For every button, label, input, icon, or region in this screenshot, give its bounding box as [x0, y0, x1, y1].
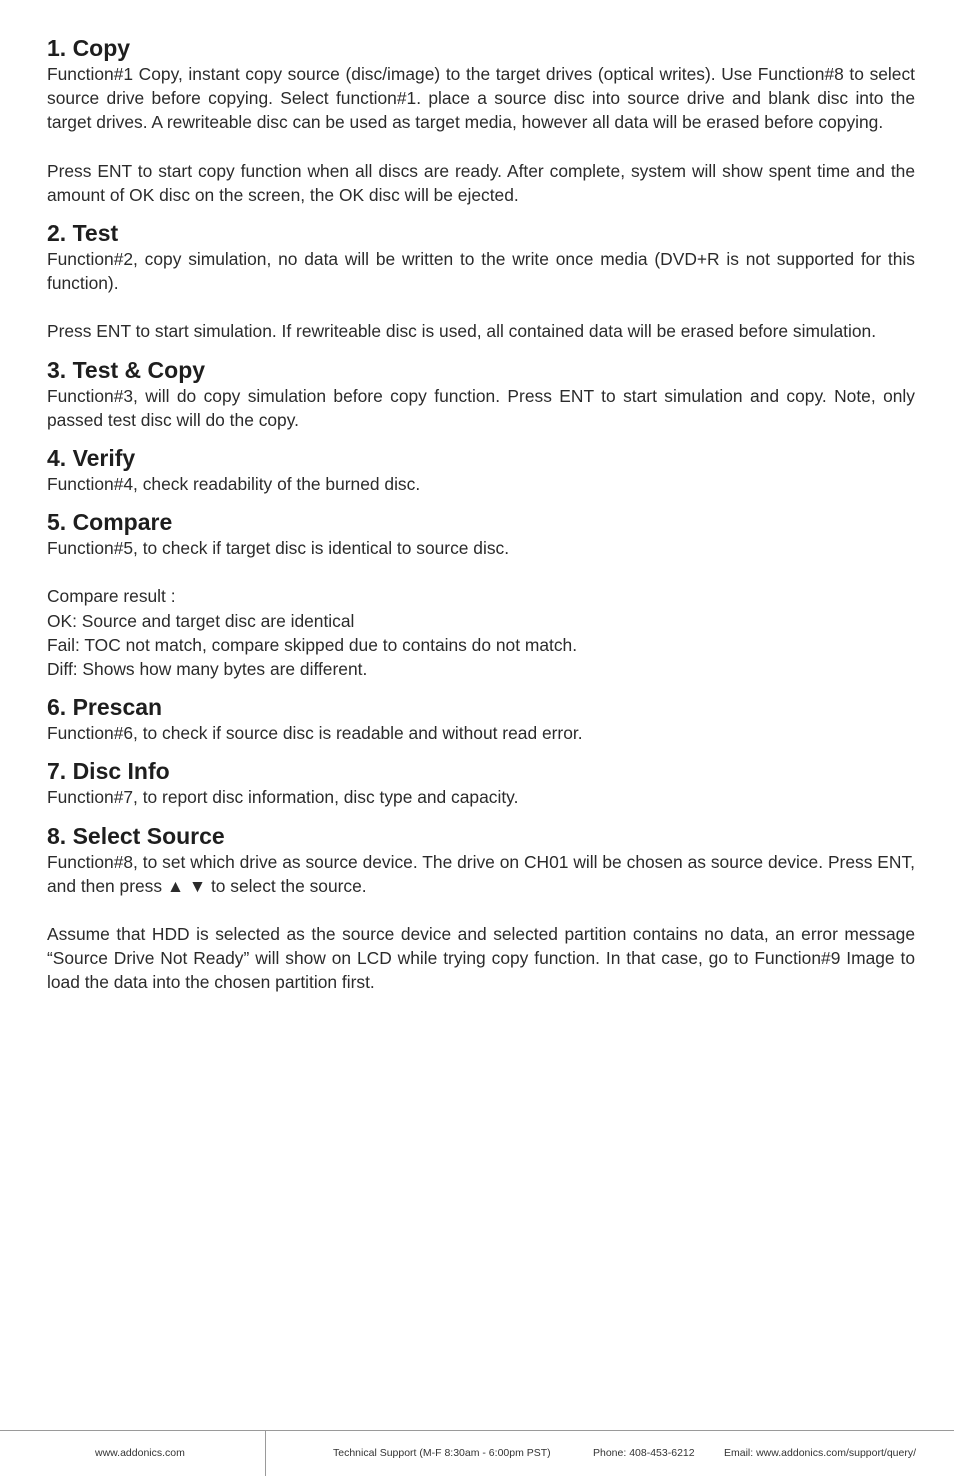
compare-result-list [47, 584, 915, 681]
footer-phone: Phone: 408-453-6212 [593, 1447, 695, 1459]
section-select-source [47, 822, 915, 995]
paragraph: Function#6, to check if source disc is readable and without read error. [47, 723, 583, 744]
compare-result-diff: Diff: Shows how many bytes are different. [47, 659, 368, 680]
paragraph: Function#4, check readability of the burned disc. [47, 474, 421, 495]
section-verify [47, 444, 915, 496]
paragraph: Function#7, to report disc information, disc type and capacity. [47, 787, 519, 808]
section-heading: 8. Select Source [47, 822, 225, 849]
paragraph: Function#5, to check if target disc is identical to source disc. [47, 538, 510, 559]
section-test [47, 219, 915, 344]
paragraph: Press ENT to start simulation. If rewriteable disc is used, all contained data will be erased before simulation. [47, 321, 877, 342]
paragraph: Function#8, to set which drive as source device. The drive on CH01 will be chosen as source device. Press ENT, and then press ▲ ▼ to select the source. [47, 851, 915, 896]
section-heading: 5. Compare [47, 509, 173, 536]
page-footer [0, 1430, 954, 1476]
section-test-and-copy [47, 356, 915, 432]
section-compare [47, 508, 915, 681]
footer-support-hours: Technical Support (M-F 8:30am - 6:00pm PST) [333, 1447, 551, 1459]
paragraph: Press ENT to start copy function when all discs are ready. After complete, system will show spent time and the amount of OK disc on the screen, the OK disc will be ejected. [47, 160, 915, 205]
footer-divider [265, 1431, 266, 1476]
paragraph: Assume that HDD is selected as the source device and selected partition contains no data, an error message “Source Drive Not Ready” will show on LCD while trying copy function. In that case, go to Function#9 Image to load the data into the chosen partition first. [47, 924, 915, 993]
section-heading: 1. Copy [47, 35, 131, 61]
document-body [47, 34, 915, 1007]
paragraph: Function#1 Copy, instant copy source (disc/image) to the target drives (optical writes). Use Function#8 to select source drive before copying. Select function#1. place a source disc into source drive and blank disc into the target drives. A rewriteable disc can be used as target media, however all data will be erased before copying. [47, 64, 915, 133]
section-heading: 7. Disc Info [47, 758, 170, 785]
section-heading: 2. Test [47, 220, 119, 247]
section-copy [47, 34, 915, 207]
section-heading: 6. Prescan [47, 694, 163, 721]
section-prescan [47, 693, 915, 745]
compare-result-fail: Fail: TOC not match, compare skipped due to contains do not match. [47, 634, 578, 655]
section-heading: 4. Verify [47, 445, 136, 472]
section-disc-info [47, 757, 915, 809]
footer-email: Email: www.addonics.com/support/query/ [724, 1447, 916, 1459]
footer-website: www.addonics.com [95, 1447, 185, 1459]
section-heading: 3. Test & Copy [47, 356, 206, 383]
paragraph: Function#3, will do copy simulation before copy function. Press ENT to start simulation and copy. Note, only passed test disc will do the copy. [47, 385, 915, 430]
compare-result-title: Compare result : [47, 586, 176, 607]
paragraph: Function#2, copy simulation, no data will be written to the write once media (DVD+R is not supported for this function). [47, 249, 915, 294]
compare-result-ok: OK: Source and target disc are identical [47, 610, 355, 631]
